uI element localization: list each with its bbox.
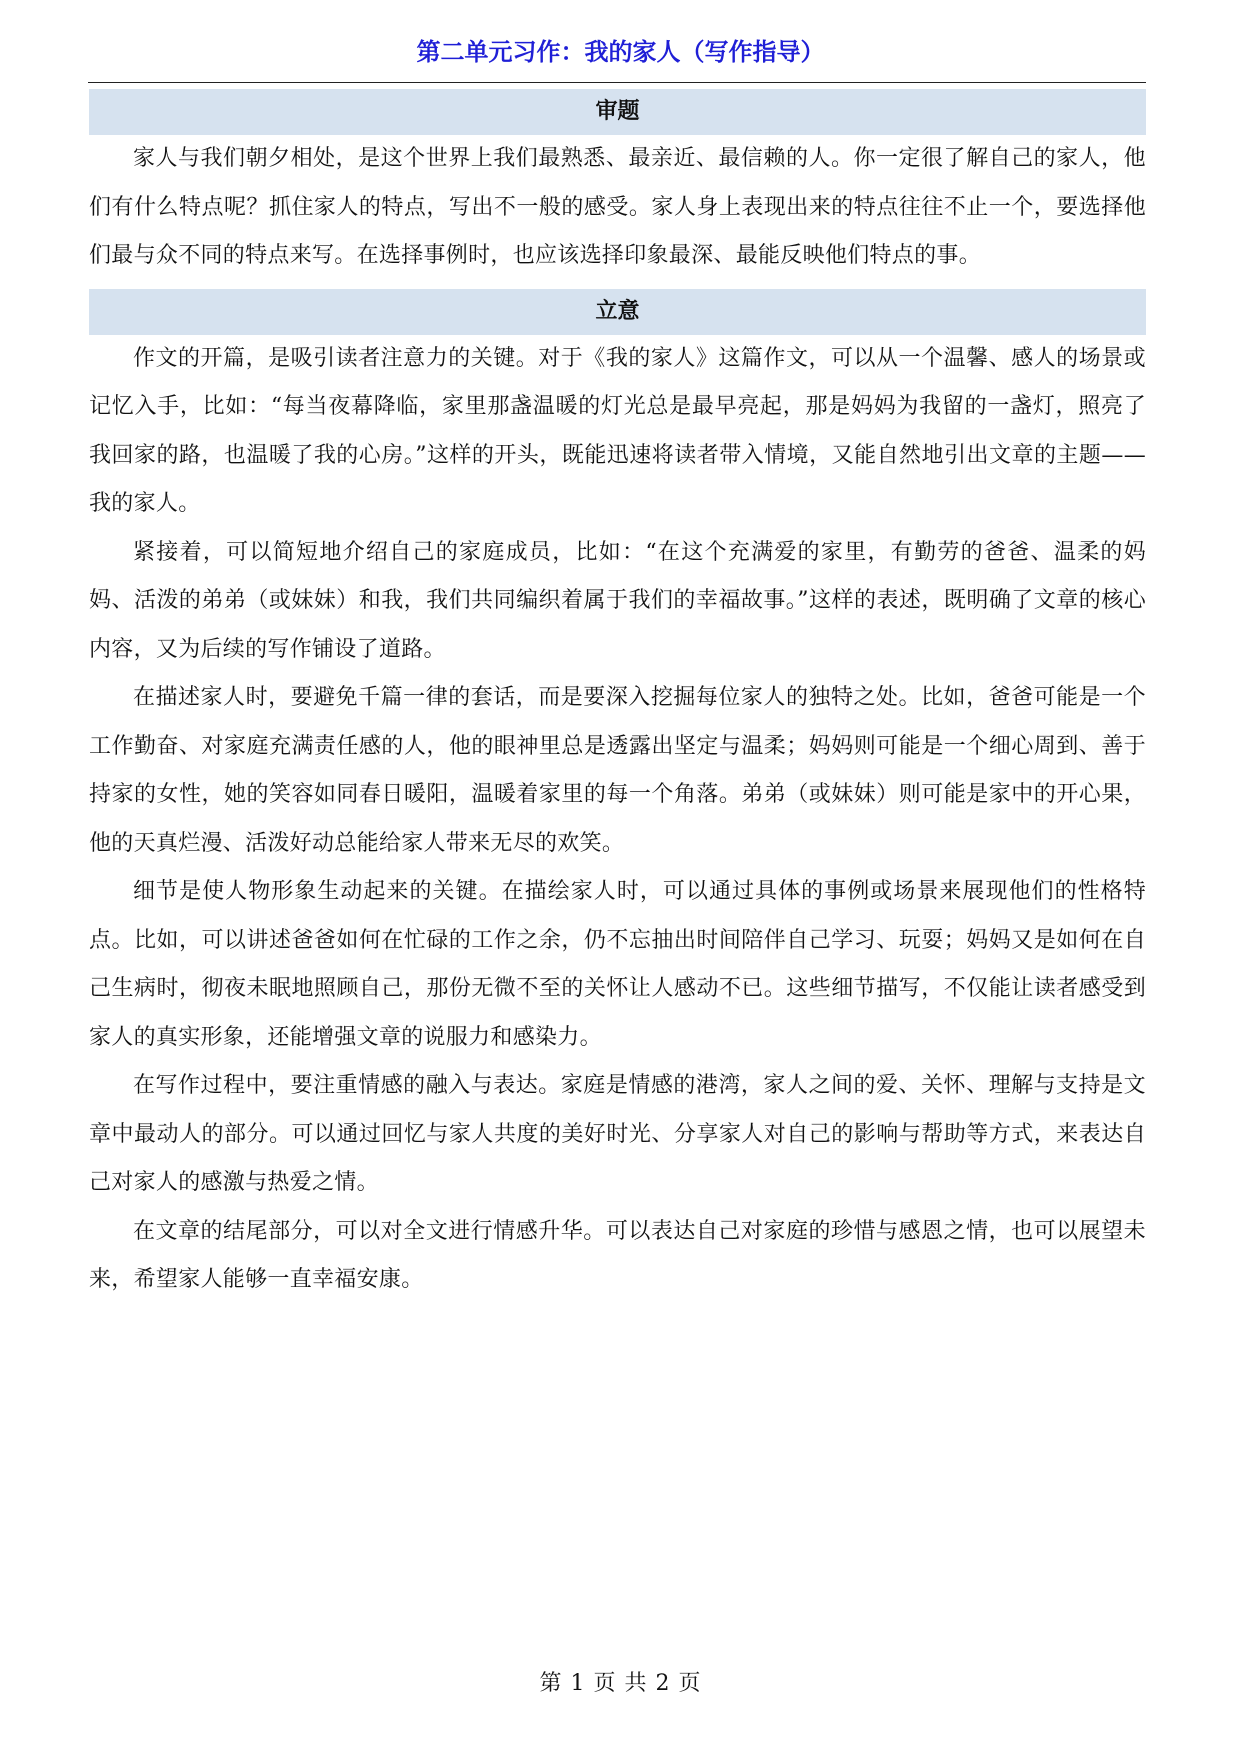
paragraph: 在描述家人时，要避免千篇一律的套话，而是要深入挖掘每位家人的独特之处。比如，爸爸可能是一个工作勤奋、对家庭充满责任感的人，他的眼神里总是透露出坚定与温柔；妈妈则可能是一个细心周到、善于持家的女性，她的笑容如同春日暖阳，温暖着家里的每一个角落。弟弟（或妹妹）则可能是家中的开心果，他的天真烂漫、活泼好动总能给家人带来无尽的欢笑。	[89, 685, 1146, 856]
section-heading-liyi: 立意	[89, 289, 1146, 335]
section-heading-shenti: 审题	[89, 89, 1146, 135]
document-body	[89, 89, 1146, 1305]
paragraph: 细节是使人物形象生动起来的关键。在描绘家人时，可以通过具体的事例或场景来展现他们的性格特点。比如，可以讲述爸爸如何在忙碌的工作之余，仍不忘抽出时间陪伴自己学习、玩耍；妈妈又是如何在自己生病时，彻夜未眠地照顾自己，那份无微不至的关怀让人感动不已。这些细节描写，不仅能让读者感受到家人的真实形象，还能增强文章的说服力和感染力。	[89, 879, 1146, 1050]
page-number: 第 1 页 共 2 页	[539, 1671, 702, 1696]
paragraph: 在写作过程中，要注重情感的融入与表达。家庭是情感的港湾，家人之间的爱、关怀、理解与支持是文章中最动人的部分。可以通过回忆与家人共度的美好时光、分享家人对自己的影响与帮助等方式，来表达自己对家人的感激与热爱之情。	[89, 1073, 1146, 1195]
title-divider	[88, 82, 1146, 83]
paragraph: 作文的开篇，是吸引读者注意力的关键。对于《我的家人》这篇作文，可以从一个温馨、感人的场景或记忆入手，比如：“每当夜幕降临，家里那盏温暖的灯光总是最早亮起，那是妈妈为我留的一盏灯，照亮了我回家的路，也温暖了我的心房。”这样的开头，既能迅速将读者带入情境，又能自然地引出文章的主题——我的家人。	[89, 345, 1146, 516]
paragraph: 紧接着，可以简短地介绍自己的家庭成员，比如：“在这个充满爱的家里，有勤劳的爸爸、温柔的妈妈、活泼的弟弟（或妹妹）和我，我们共同编织着属于我们的幸福故事。”这样的表述，既明确了文章的核心内容，又为后续的写作铺设了道路。	[89, 539, 1146, 662]
paragraph: 在文章的结尾部分，可以对全文进行情感升华。可以表达自己对家庭的珍惜与感恩之情，也可以展望未来，希望家人能够一直幸福安康。	[89, 1218, 1146, 1292]
document-title: 第二单元习作：我的家人（写作指导）	[416, 38, 825, 66]
paragraph: 家人与我们朝夕相处，是这个世界上我们最熟悉、最亲近、最信赖的人。你一定很了解自己的家人，他们有什么特点呢？抓住家人的特点，写出不一般的感受。家人身上表现出来的特点往往不止一个，要选择他们最与众不同的特点来写。在选择事例时，也应该选择印象最深、最能反映他们特点的事。	[89, 146, 1146, 268]
